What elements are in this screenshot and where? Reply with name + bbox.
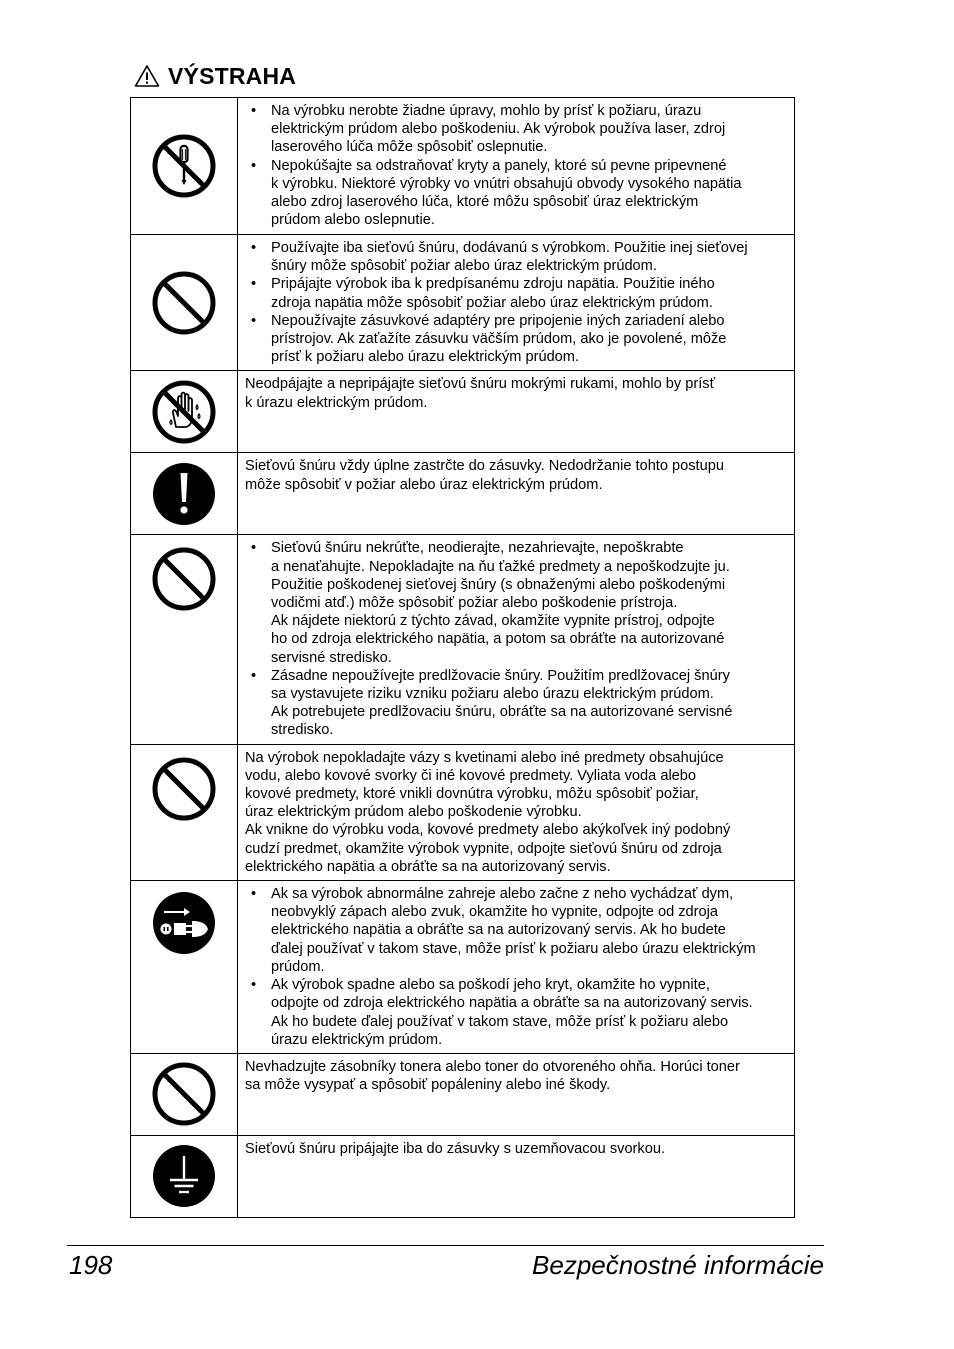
warning-text-cell [238, 1053, 795, 1135]
list-item: • Na výrobku nerobte žiadne úpravy, mohlo by prísť k požiaru, úrazu elektrickým prúdom alebo poškodeniu. Ak výrobok používa laser, zdroj laserového lúča môže spôsobiť oslepnutie. [245, 102, 788, 157]
warning-row [131, 744, 795, 880]
warning-text: Sieťovú šnúru vždy úplne zastrčte do zásuvky. Nedodržanie tohto postupu môže spôsobiť v požiar alebo úraz elektrickým prúdom. [245, 458, 724, 493]
warning-text-cell [238, 98, 795, 235]
ground-icon [152, 1144, 216, 1208]
warning-text: Nevhadzujte zásobníky tonera alebo toner do otvoreného ohňa. Horúci toner sa môže vysypať a spôsobiť popáleniny alebo iné škody. [245, 1058, 740, 1094]
list-item: • Ak sa výrobok abnormálne zahreje alebo začne z neho vychádzať dym, neobvyklý zápach alebo zvuk, okamžite ho vypnite, odpojte od zdroja elektrického napätia a obráťte sa na autorizovaný servis. Ak ho budete ďalej používať v takom stave, môže prísť k požiaru alebo úrazu elektrickým prúdom. [245, 885, 788, 976]
list-item: • Sieťovú šnúru nekrúťte, neodierajte, nezahrievajte, nepoškrabte a nenaťahujte. Nepokladajte na ňu ťažké predmety a nepoškodzujte ju. Použitie poškodenej sieťovej šnúry (s obnaženými alebo poškodenými vodičmi atď.) môže spôsobiť požiar alebo poškodenie prístroja. Ak nájdete niektorú z týchto závad, okamžite vypnite prístroj, odpojte ho od zdroja elektrického napätia, a potom sa obráťte na autorizované servisné stredisko. [245, 539, 788, 666]
prohibition-icon [152, 757, 216, 821]
list-item: • Používajte iba sieťovú šnúru, dodávanú s výrobkom. Použitie inej sieťovej šnúry môže spôsobiť požiar alebo úraz elektrickým prúdom. [245, 239, 788, 275]
warning-row [131, 535, 795, 744]
unplug-icon [152, 891, 216, 955]
warning-text-cell [238, 235, 795, 371]
warning-text-cell [238, 371, 795, 453]
warning-row [131, 371, 795, 453]
icon-cell [131, 744, 238, 880]
warning-text-cell [238, 881, 795, 1054]
warning-row [131, 1053, 795, 1135]
bullet-list [245, 539, 788, 739]
warning-text-cell [238, 744, 795, 880]
no-disassembly-icon [152, 134, 216, 198]
list-item: • Zásadne nepoužívejte predlžovacie šnúry. Použitím predlžovacej šnúry sa vystavujete riziku vzniku požiaru alebo úrazu elektrickým prúdom. Ak potrebujete predlžovaciu šnúru, obráťte sa na autorizované servisné stredisko. [245, 667, 788, 740]
warning-table [130, 97, 795, 1218]
warning-text-cell [238, 453, 795, 535]
warning-row [131, 98, 795, 235]
warning-text: Na výrobok nepokladajte vázy s kvetinami alebo iné predmety obsahujúce vodu, alebo kovové svorky či iné kovové predmety. Vyliata voda alebo kovové predmety, ktoré vnikli dovnútra výrobku, môžu spôsobiť požiar, úraz elektrickým prúdom alebo poškodenie výrobku. Ak vnikne do výrobku voda, kovové predmety alebo akýkoľvek iný podobný cudzí predmet, okamžite výrobok vypnite, odpojte sieťovú šnúru od zdroja elektrického napätia a obráťte sa na autorizovaný servis. [245, 749, 731, 875]
warning-text: Sieťovú šnúru pripájajte iba do zásuvky s uzemňovacou svorkou. [245, 1140, 665, 1157]
exclamation-icon [152, 462, 216, 526]
icon-cell [131, 235, 238, 371]
section-heading [134, 58, 296, 94]
warning-text-cell [238, 535, 795, 744]
prohibition-icon [152, 547, 216, 611]
icon-cell [131, 881, 238, 1054]
warning-text-cell [238, 1135, 795, 1217]
warning-row [131, 1135, 795, 1217]
list-item: • Nepokúšajte sa odstraňovať kryty a panely, ktoré sú pevne pripevnené k výrobku. Niektoré výrobky vo vnútri obsahujú obvody vysokého napätia alebo zdroj laserového lúča, ktoré môžu spôsobiť úraz elektrickým prúdom alebo oslepnutie. [245, 157, 788, 230]
warning-triangle-icon [134, 64, 160, 88]
icon-cell [131, 1053, 238, 1135]
warning-row [131, 453, 795, 535]
bullet-list [245, 885, 788, 1049]
page-number: 198 [69, 1250, 113, 1280]
footer-divider [67, 1245, 824, 1246]
prohibition-icon [152, 1062, 216, 1126]
list-item: • Nepoužívajte zásuvkové adaptéry pre pripojenie iných zariadení alebo prístrojov. Ak zaťažíte zásuvku väčším prúdom, ako je povolené, môže prísť k požiaru alebo úrazu elektrickým prúdom. [245, 312, 788, 367]
warning-row [131, 881, 795, 1054]
heading-title: VÝSTRAHA [168, 62, 297, 89]
warning-text: Neodpájajte a nepripájajte sieťovú šnúru mokrými rukami, mohlo by prísť k úrazu elektrickým prúdom. [245, 376, 716, 411]
list-item: • Pripájajte výrobok iba k predpísanému zdroju napätia. Použitie iného zdroja napätia môže spôsobiť požiar alebo úraz elektrickým prúdom. [245, 275, 788, 311]
icon-cell [131, 453, 238, 535]
footer-section-title: Bezpečnostné informácie [532, 1250, 824, 1280]
icon-cell [131, 371, 238, 453]
icon-cell [131, 98, 238, 235]
no-wet-hands-icon [152, 380, 216, 444]
prohibition-icon [152, 271, 216, 335]
warning-row [131, 235, 795, 371]
icon-cell [131, 1135, 238, 1217]
list-item: • Ak výrobok spadne alebo sa poškodí jeho kryt, okamžite ho vypnite, odpojte od zdroja elektrického napätia a obráťte sa na autorizovaný servis. Ak ho budete ďalej používať v takom stave, môže prísť k požiaru alebo úrazu elektrickým prúdom. [245, 976, 788, 1049]
icon-cell [131, 535, 238, 744]
bullet-list [245, 239, 788, 366]
bullet-list [245, 102, 788, 229]
